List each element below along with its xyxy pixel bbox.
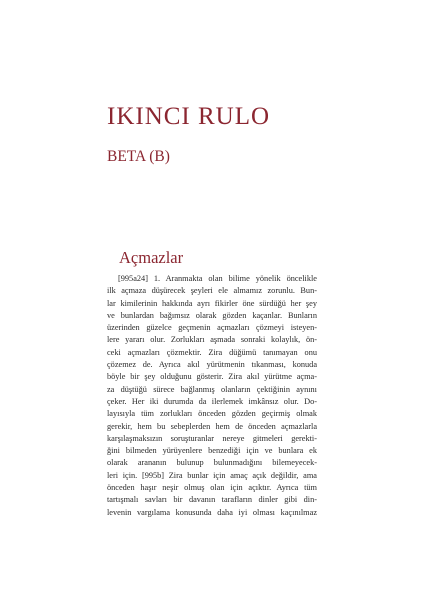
body-line: gerekir, hem bu sebeplerden hem de önceden açmazlarla: [107, 421, 317, 431]
body-line: levenin vargılama konusunda daha iyi olması kaçınılmaz: [107, 507, 317, 517]
part-title: IKINCI RULO: [107, 103, 271, 130]
body-line: ğini bilmeden yürüyenlere benzediği için ve bunlara ek: [107, 446, 317, 456]
body-line: ceki açmazları çözmektir. Zira düğümü tanımayan onu: [107, 347, 317, 357]
body-line: önceden haşır neşir olmuş olan için açıktır. Ayrıca tüm: [107, 483, 317, 493]
body-line: [995a24] 1. Aranmakta olan bilime yönelik öncelikle: [118, 274, 317, 283]
body-line: leri için. [995b] Zira bunlar için amaç açık değildir, ama: [107, 470, 317, 480]
body-line: çözemez de. Ayrıca akıl yürütmenin tıkanması, konuda: [107, 360, 317, 370]
body-text: [107, 273, 317, 519]
body-line: olarak aranan​ın bulunup bulunmadığını bilemeyecek-: [107, 458, 317, 468]
body-line: lere yararı olur. Zorlukları aşmada sonraki kolaylık, ön-: [107, 335, 317, 345]
body-line: ilk açmaza düşürecek şeyleri ele almamız zorunlu. Bun-: [107, 286, 317, 296]
body-line: ve bunlardan bağımsız olarak gözden kaçanlar. Bunların: [107, 310, 317, 320]
part-subtitle: BETA (B): [107, 148, 170, 165]
body-line: böyle bir şey olduğunu gösterir. Zira akıl yürütme açmа-: [107, 372, 317, 382]
section-title: Açmazlar: [119, 248, 184, 267]
body-line: layısıyla tüm zorlukları önceden gözden geçirmiş olmak: [107, 409, 317, 419]
body-line: karşılaşmaksızın soruşturanlar nereye gitmeleri gerekti-: [107, 433, 317, 443]
body-line: lar kimilerinin hakkında ayrı fikirler öne sürdüğü her şey: [107, 298, 317, 308]
body-line: tartışmalı savları bir davanın tarafların dinler gibi din-: [107, 495, 317, 505]
body-line: çeker. Her iki durumda da ilerlemek imkânsız olur. Do-: [107, 396, 317, 406]
body-line: za düştüğü sürece bağlanmış olanların çektiğinin aynını: [107, 384, 317, 394]
body-line: üzerinden güzelce geçmenin açmazları çözmeyi isteyen-: [107, 323, 317, 333]
